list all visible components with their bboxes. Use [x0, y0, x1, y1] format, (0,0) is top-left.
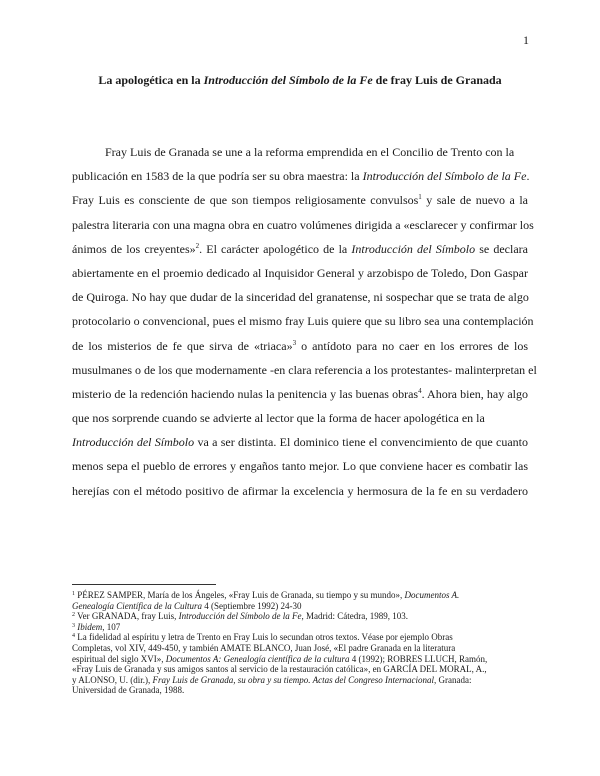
body-line: Introducción del Símbolo va a ser distinta. El dominico tiene el convencimiento de que cuanto: [72, 435, 528, 450]
body-line: Fray Luis de Granada se une a la reforma emprendida en el Concilio de Trento con la: [105, 145, 515, 159]
body-line: Fray Luis es consciente de que son tiempos religiosamente convulsos$^1$ y sale de nuevo a la: [72, 193, 528, 208]
page-number: 1: [523, 33, 529, 47]
body-line: ánimos de los creyentes»$^2$. El carácter apologético de la Introducción del Símbolo se declara: [72, 241, 528, 256]
footnotes: [72, 590, 530, 696]
footnote-ref: 2: [195, 241, 200, 250]
body-line: herejías con el método positivo de afirmar la excelencia y hermosura de la fe en su verdadero: [72, 483, 528, 498]
body-line: musulmanes o de los que modernamente -en clara referencia a los protestantes- malinterpretan el: [72, 362, 537, 377]
italic-title-ref: Introducción del Símbolo de la Fe: [362, 169, 527, 184]
footnote-4-cont: y ALONSO, U. (dir.), Fray Luis de Granada, su obra y su tiempo. Actas del Congreso Internacional, Granada:: [72, 674, 472, 685]
italic-title-ref: Introducción del Símbolo: [72, 435, 195, 450]
body-line: de Quiroga. No hay que dudar de la sinceridad del granatense, ni sospechar que se trata de algo: [72, 290, 529, 305]
body-line: menos sepa el pueblo de errores y engaños tanto mejor. Lo que conviene hacer es combatir las: [72, 459, 528, 474]
footnote-ref: 3: [292, 338, 297, 347]
italic-title-ref: Introducción del Símbolo: [351, 241, 476, 256]
footnote-4-cont: «Fray Luis de Granada y sus amigos santos al servicio de la restauración católica», en GARCÍA DEL MORAL, A.,: [72, 664, 487, 675]
footnote-ref: 1: [418, 193, 422, 202]
footnote-4-cont: Universidad de Granada, 1988.: [72, 685, 185, 696]
footnote-3: $^3$ Ibidem, 107: [72, 621, 121, 632]
footnote-separator: [72, 584, 216, 585]
body-line: misterio de la redención haciendo nulas la penitencia y las buenas obras$^4$. Ahora bien, hay algo: [72, 386, 528, 401]
footnote-2: $^2$ Ver GRANADA, fray Luis, Introducción del Símbolo de la Fe, Madrid: Cátedra, 1989, 103.: [72, 611, 408, 622]
footnote-ref: 4: [418, 386, 422, 395]
footnote-4: $^4$ La fidelidad al espíritu y letra de Trento en Fray Luis lo secundan otros textos. Véase por ejemplo Obras: [72, 632, 453, 643]
document-title: [0, 73, 600, 88]
body-line: protocolario o convencional, pues el mismo fray Luis quiere que su libro sea una contemplación: [72, 314, 534, 329]
title-italic: Introducción del Símbolo de la Fe: [203, 73, 373, 87]
body-line: publicación en 1583 de la que podría ser su obra maestra: la Introducción del Símbolo de la Fe.: [72, 169, 530, 184]
body-line: palestra literaria con una magna obra en cuatro volúmenes dirigida a «esclarecer y confirmar los: [72, 217, 534, 232]
body-line: de los misterios de fe que sirva de «triaca»$^3$ o antídoto para no caer en los errores de los: [72, 338, 528, 353]
title-suffix: de fray Luis de Granada: [372, 73, 502, 87]
footnote-1-cont: Genealogía Científica de la Cultura 4 (Septiembre 1992) 24-30: [72, 600, 302, 611]
body-paragraph: [72, 140, 537, 503]
footnote-4-cont: Completas, vol XIV, 449-450, y también AMATE BLANCO, Juan José, «El padre Granada en la literatura: [72, 642, 456, 653]
footnote-4-cont: espiritual del siglo XVI», Documentos A: Genealogía científica de la cultura 4 (1992); ROBRES LLUCH, Ramón,: [72, 653, 488, 664]
footnote-1: $^1$ PÉREZ SAMPER, María de los Ángeles, «Fray Luis de Granada, su tiempo y su mundo», Documentos A.: [72, 590, 460, 600]
body-line: que nos sorprende cuando se advierte al lector que la forma de hacer apologética en la: [72, 411, 485, 426]
title-prefix: La apologética en la: [98, 73, 204, 87]
body-line: abiertamente en el proemio dedicado al Inquisidor General y arzobispo de Toledo, Don Gaspar: [72, 265, 528, 280]
